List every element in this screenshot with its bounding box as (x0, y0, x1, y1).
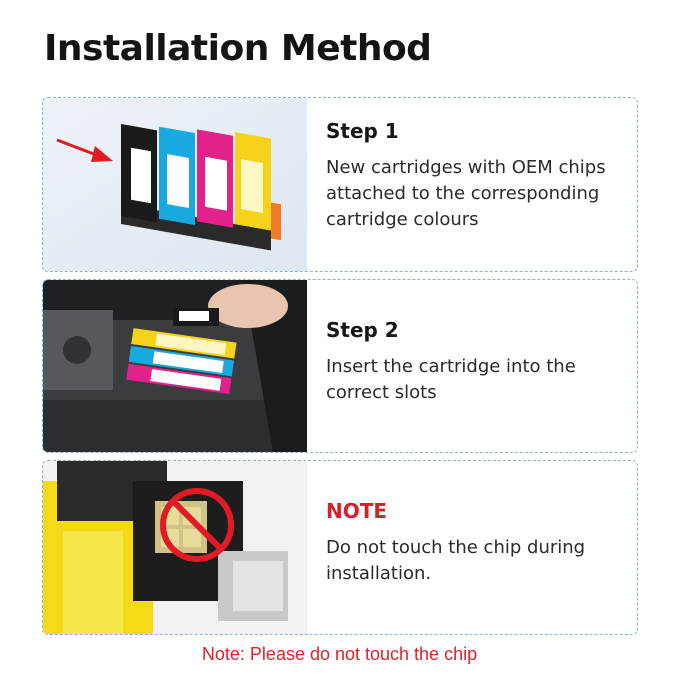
step-2-description: Insert the cartridge into the correct slots (326, 356, 576, 403)
page-title: Installation Method (44, 28, 432, 69)
step-2-title: Step 2 (326, 318, 399, 342)
step-1-title: Step 1 (326, 119, 399, 143)
note-card (42, 460, 638, 635)
note-title: NOTE (326, 499, 388, 523)
step-2-card (42, 279, 638, 453)
footer-note: Note: Please do not touch the chip (201, 644, 478, 664)
note-description: Do not touch the chip during installation. (326, 537, 586, 584)
step-1-card (42, 97, 638, 272)
chip-closeup-photo (43, 461, 307, 634)
step-2-text (326, 318, 627, 406)
step-1-description: New cartridges with OEM chips attached to the corresponding cartridge colours (326, 157, 606, 230)
cartridges-photo (43, 98, 307, 271)
printer-photo (43, 280, 307, 452)
note-text (326, 499, 627, 587)
step-1-text (326, 119, 627, 233)
